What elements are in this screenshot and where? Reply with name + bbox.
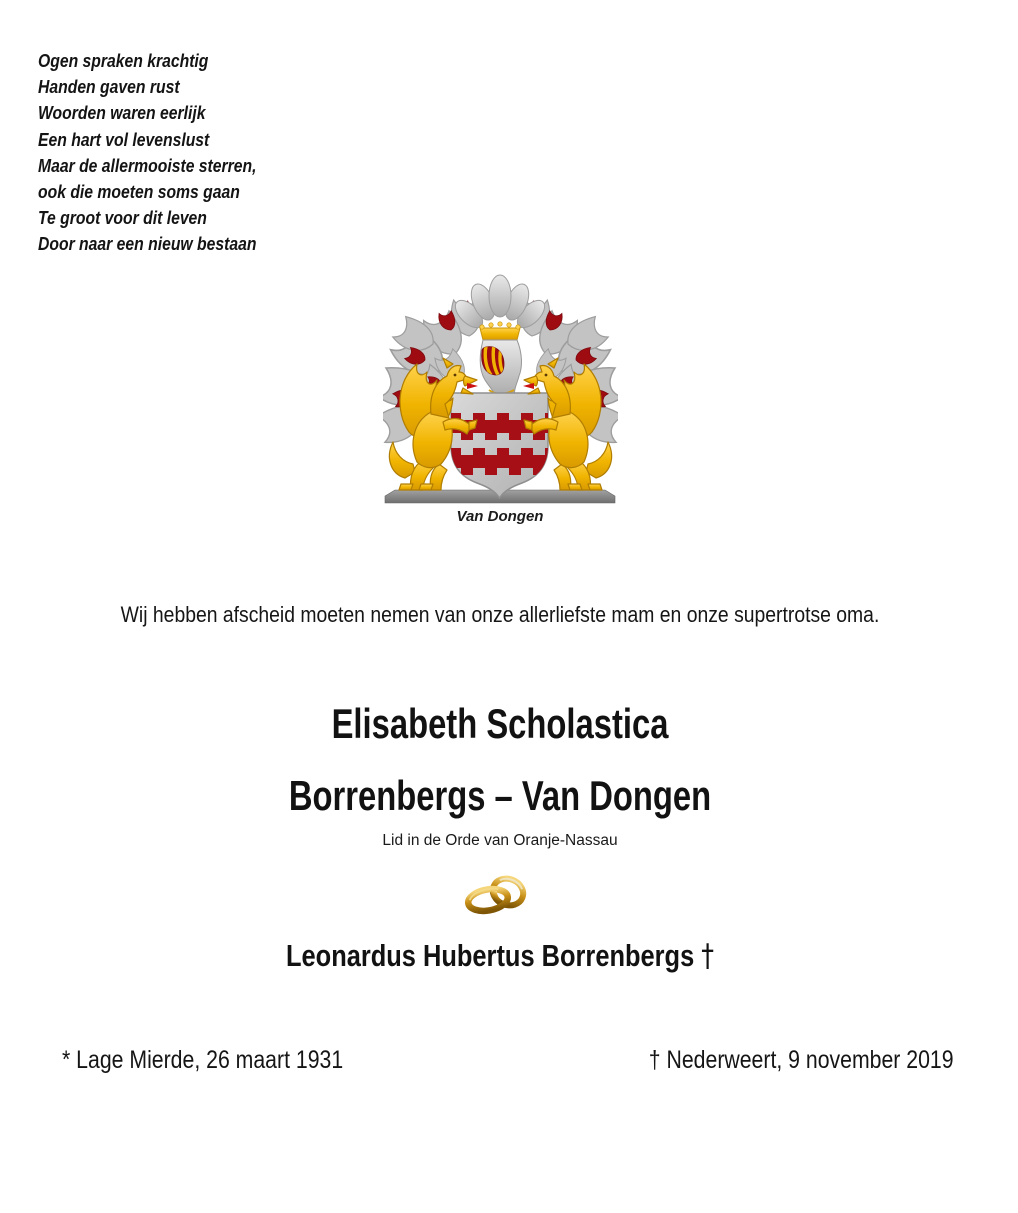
- coat-of-arms-caption: Van Dongen: [456, 508, 544, 525]
- spouse-name: Leonardus Hubertus Borrenbergs: [286, 938, 695, 973]
- dagger-icon: †: [701, 938, 714, 974]
- poem-line: ook die moeten soms gaan: [38, 181, 240, 203]
- poem-line: Door naar een nieuw bestaan: [38, 233, 257, 255]
- wedding-rings-icon: [459, 869, 535, 919]
- death-dagger-icon: †: [649, 1046, 662, 1074]
- intro-sentence: Wij hebben afscheid moeten nemen van onze allerliefste mam en onze supertrotse oma.: [120, 602, 880, 627]
- death-place-date: [649, 1046, 954, 1075]
- poem-line: Maar de allermooiste sterren,: [38, 154, 257, 176]
- poem-line: Woorden waren eerlijk: [38, 102, 206, 124]
- royal-honor-line: Lid in de Orde van Oranje-Nassau: [382, 832, 618, 849]
- poem-line: Handen gaven rust: [38, 76, 180, 98]
- birth-text: Lage Mierde, 26 maart 1931: [76, 1046, 344, 1074]
- poem: [38, 48, 257, 258]
- vital-dates: [62, 1046, 954, 1075]
- spouse-name-line: [90, 938, 910, 974]
- van-dongen-coat-of-arms-icon: [383, 272, 618, 504]
- death-text: Nederweert, 9 november 2019: [666, 1046, 954, 1074]
- poem-line: Ogen spraken krachtig: [38, 50, 209, 71]
- deceased-family-names: Borrenbergs – Van Dongen: [288, 772, 712, 819]
- birth-place-date: [62, 1046, 343, 1075]
- poem-line: Een hart vol levenslust: [38, 128, 210, 150]
- birth-asterisk-icon: *: [62, 1046, 71, 1074]
- deceased-given-names: Elisabeth Scholastica: [331, 700, 669, 747]
- coat-of-arms: [383, 272, 618, 504]
- poem-line: Te groot voor dit leven: [38, 207, 207, 229]
- wedding-rings: [459, 869, 535, 919]
